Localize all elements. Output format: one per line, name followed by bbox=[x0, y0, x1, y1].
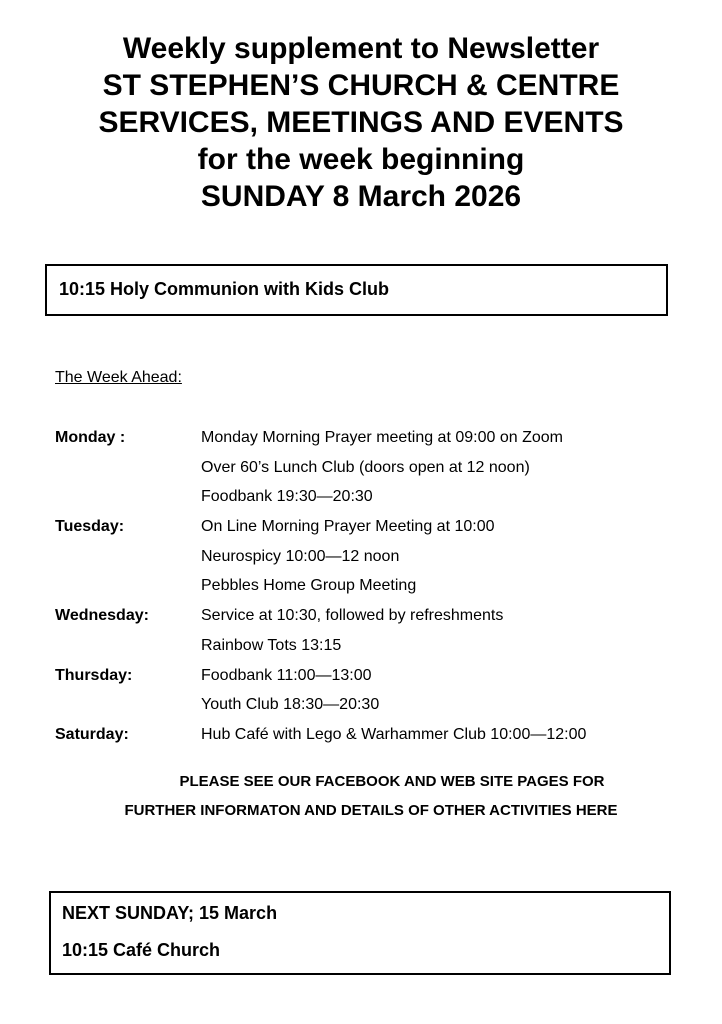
event-text: Foodbank 19:30—20:30 bbox=[201, 488, 373, 506]
event-text: Hub Café with Lego & Warhammer Club 10:00—12:00 bbox=[201, 725, 587, 743]
event-text: Rainbow Tots 13:15 bbox=[201, 636, 342, 654]
event-text: On Line Morning Prayer Meeting at 10:00 bbox=[201, 518, 495, 536]
schedule-row bbox=[55, 457, 695, 487]
schedule-row bbox=[55, 427, 695, 457]
title-line: ST STEPHEN’S CHURCH & CENTRE bbox=[102, 69, 620, 102]
schedule-row bbox=[55, 486, 695, 516]
next-sunday-service: 10:15 Café Church bbox=[62, 940, 221, 960]
day-label: Thursday: bbox=[55, 666, 133, 684]
notice-line: FURTHER INFORMATON AND DETAILS OF OTHER ACTIVITIES HERE bbox=[124, 802, 618, 819]
day-label: Saturday: bbox=[55, 725, 129, 743]
notice-line: PLEASE SEE OUR FACEBOOK AND WEB SITE PAGES FOR bbox=[179, 773, 605, 790]
title-line: SERVICES, MEETINGS AND EVENTS bbox=[98, 106, 624, 139]
schedule-list bbox=[55, 427, 695, 754]
event-text: Pebbles Home Group Meeting bbox=[201, 577, 417, 595]
event-text: Youth Club 18:30—20:30 bbox=[201, 696, 380, 714]
event-text: Service at 10:30, followed by refreshments bbox=[201, 607, 504, 625]
day-label: Tuesday: bbox=[55, 518, 125, 536]
next-sunday-box bbox=[49, 891, 671, 975]
next-sunday-date: NEXT SUNDAY; 15 March bbox=[62, 903, 278, 923]
schedule-row bbox=[55, 546, 695, 576]
week-ahead-heading: The Week Ahead: bbox=[55, 369, 182, 386]
schedule-row bbox=[55, 724, 695, 754]
day-label: Wednesday: bbox=[55, 607, 149, 625]
schedule-row bbox=[55, 635, 695, 665]
title-line: Weekly supplement to Newsletter bbox=[122, 32, 600, 65]
sunday-service-text: 10:15 Holy Communion with Kids Club bbox=[59, 279, 390, 299]
schedule-row bbox=[55, 665, 695, 695]
title-line: SUNDAY 8 March 2026 bbox=[200, 180, 522, 213]
schedule-row bbox=[55, 516, 695, 546]
event-text: Neurospicy 10:00—12 noon bbox=[201, 547, 400, 565]
schedule-row bbox=[55, 694, 695, 724]
schedule-row bbox=[55, 575, 695, 605]
event-text: Over 60’s Lunch Club (doors open at 12 noon) bbox=[201, 458, 530, 476]
event-text: Monday Morning Prayer meeting at 09:00 on Zoom bbox=[201, 429, 563, 446]
day-label: Monday : bbox=[55, 429, 126, 446]
event-text: Foodbank 11:00—13:00 bbox=[201, 666, 372, 684]
title-line: for the week beginning bbox=[197, 143, 525, 176]
sunday-service-box bbox=[45, 264, 668, 316]
page-title bbox=[0, 30, 722, 215]
info-notice bbox=[0, 767, 722, 825]
schedule-row bbox=[55, 605, 695, 635]
